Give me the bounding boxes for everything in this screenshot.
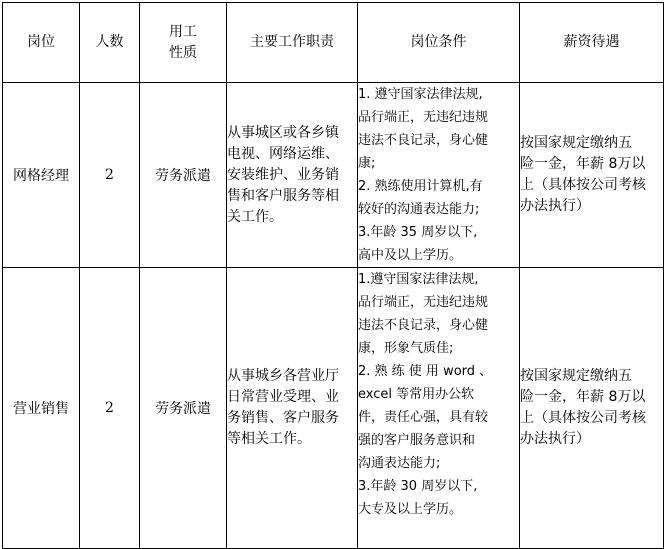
duties-cell xyxy=(227,268,358,549)
header-employment-line-1: 用工 xyxy=(169,23,197,40)
employment-cell: 劳务派遣 xyxy=(140,83,227,268)
salary-line: 险一金，年薪 8万以 xyxy=(520,389,646,405)
duties-line: 电视、网络运维、 xyxy=(227,145,339,162)
table-row xyxy=(3,83,664,268)
requirements-cell xyxy=(358,83,520,268)
employment-cell: 劳务派遣 xyxy=(140,268,227,549)
salary-line: 办法执行） xyxy=(520,198,590,214)
requirement-line: 品行端正，无违纪违规 xyxy=(358,295,489,310)
duties-line: 从事城区或各乡镇 xyxy=(227,124,339,141)
requirement-line: 康，形象气质佳; xyxy=(358,341,454,356)
requirement-line: excel 等常用办公软 xyxy=(358,387,475,402)
table-header-row xyxy=(3,3,664,83)
requirement-line: 3.年龄 35 周岁以下, xyxy=(358,225,478,240)
position-cell: 营业销售 xyxy=(3,268,80,549)
salary-line: 按国家规定缴纳五 xyxy=(520,368,632,384)
duties-line: 日常营业受理、业 xyxy=(227,389,339,405)
requirements-cell xyxy=(358,268,520,549)
header-duties: 主要工作职责 xyxy=(227,3,358,83)
duties-line: 安装维护、业务销 xyxy=(227,166,339,183)
requirement-line: 高中及以上学历。 xyxy=(358,248,463,263)
count-cell: 2 xyxy=(80,83,140,268)
header-salary: 薪资待遇 xyxy=(520,3,664,83)
requirement-line: 较好的沟通表达能力; xyxy=(358,202,480,217)
requirement-line: 违法不良记录，身心健 xyxy=(358,318,489,333)
salary-cell xyxy=(520,83,664,268)
header-position: 岗位 xyxy=(3,3,80,83)
salary-line: 上（具体按公司考核 xyxy=(520,410,646,426)
requirement-line: 件，责任心强，具有较 xyxy=(358,410,489,425)
salary-line: 上（具体按公司考核 xyxy=(520,177,646,193)
duties-line: 售和客户服务等相 xyxy=(227,187,339,204)
requirement-line: 2. 熟练使用计算机,有 xyxy=(358,179,483,194)
requirement-line: 强的客户服务意识和 xyxy=(358,433,476,448)
header-employment-line-2: 性质 xyxy=(169,44,197,61)
requirement-line: 3.年龄 30 周岁以下, xyxy=(358,479,478,494)
duties-cell xyxy=(227,83,358,268)
job-table xyxy=(2,2,664,549)
table-row xyxy=(3,268,664,549)
salary-line: 险一金，年薪 8万以 xyxy=(520,156,646,172)
position-cell: 网格经理 xyxy=(3,83,80,268)
requirement-line: 2. 熟 练 使 用 word 、 xyxy=(358,364,493,379)
requirement-line: 品行端正，无违纪违规 xyxy=(358,110,489,125)
header-count: 人数 xyxy=(80,3,140,83)
requirement-line: 大专及以上学历。 xyxy=(358,502,463,517)
duties-line: 务销售、客户服务 xyxy=(227,410,339,426)
requirement-line: 1. 遵守国家法律法规, xyxy=(358,87,483,102)
duties-line: 等相关工作。 xyxy=(227,431,311,447)
header-employment-type xyxy=(140,3,227,83)
requirement-line: 沟通表达能力; xyxy=(358,456,441,471)
header-requirements: 岗位条件 xyxy=(358,3,520,83)
requirement-line: 康; xyxy=(358,156,376,171)
salary-line: 办法执行） xyxy=(520,431,590,447)
requirement-line: 违法不良记录，身心健 xyxy=(358,133,489,148)
salary-cell xyxy=(520,268,664,549)
duties-line: 关工作。 xyxy=(227,208,283,225)
count-cell: 2 xyxy=(80,268,140,549)
salary-line: 按国家规定缴纳五 xyxy=(520,135,632,151)
requirement-line: 1.遵守国家法律法规, xyxy=(358,272,479,287)
duties-line: 从事城乡各营业厅 xyxy=(227,368,339,384)
